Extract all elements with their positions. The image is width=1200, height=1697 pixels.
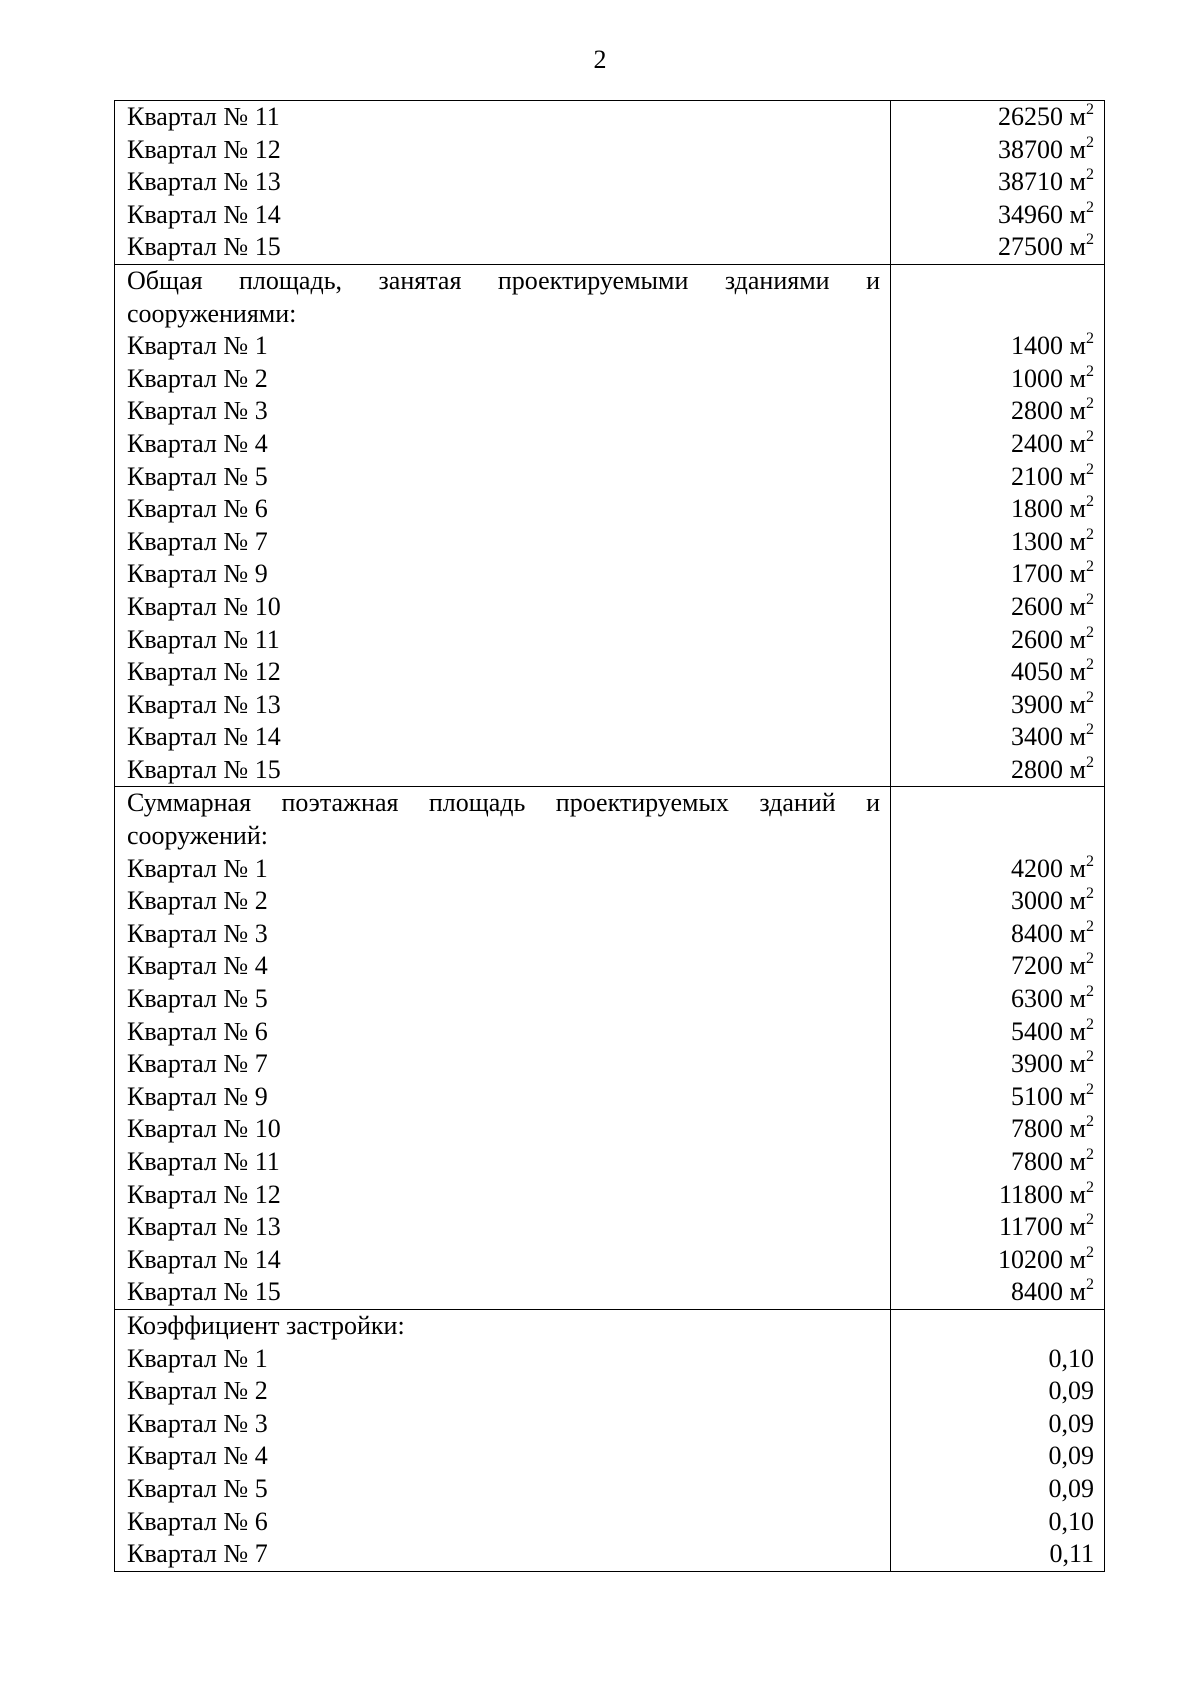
row-label: Квартал № 14 bbox=[127, 1244, 281, 1274]
row-label: Квартал № 15 bbox=[127, 754, 281, 784]
value-number: 2100 bbox=[1011, 461, 1064, 491]
value-number: 11700 bbox=[999, 1212, 1064, 1242]
unit: м bbox=[1069, 689, 1086, 719]
row-value bbox=[891, 461, 1104, 494]
unit: м bbox=[1069, 1212, 1086, 1242]
table-section-floor-area bbox=[115, 787, 1105, 1310]
unit: м bbox=[1069, 461, 1086, 491]
row-value bbox=[891, 983, 1104, 1016]
unit-power: 2 bbox=[1086, 950, 1094, 968]
row-label: Квартал № 7 bbox=[127, 1049, 268, 1079]
unit: м bbox=[1069, 1147, 1086, 1176]
value-number: 7800 bbox=[1011, 1114, 1064, 1144]
section-heading: Коэффициент застройки: bbox=[127, 1310, 405, 1340]
row-label: Квартал № 1 bbox=[127, 1343, 268, 1373]
row-label: Квартал № 2 bbox=[127, 363, 268, 393]
value-number: 3400 bbox=[1011, 722, 1064, 752]
unit-power: 2 bbox=[1086, 427, 1094, 445]
row-label: Квартал № 4 bbox=[127, 1441, 268, 1471]
blank-line bbox=[891, 787, 1104, 820]
unit: м bbox=[1069, 232, 1086, 262]
row-label: Квартал № 1 bbox=[127, 331, 268, 361]
labels-cell bbox=[115, 101, 891, 265]
row-value bbox=[891, 231, 1104, 264]
value-number: 2800 bbox=[1011, 396, 1064, 426]
unit-power: 2 bbox=[1086, 493, 1094, 511]
unit: м bbox=[1069, 624, 1086, 654]
unit-power: 2 bbox=[1086, 983, 1094, 1001]
blank-line bbox=[891, 820, 1104, 853]
row-label: Квартал № 11 bbox=[127, 102, 280, 131]
unit-power: 2 bbox=[1086, 558, 1094, 576]
row-value bbox=[891, 885, 1104, 918]
row-label: Квартал № 14 bbox=[127, 722, 281, 752]
row-label: Квартал № 14 bbox=[127, 199, 281, 229]
unit-power: 2 bbox=[1086, 1113, 1094, 1131]
unit: м bbox=[1069, 1081, 1086, 1111]
unit-power: 2 bbox=[1086, 395, 1094, 413]
unit-power: 2 bbox=[1086, 1048, 1094, 1066]
row-label: Квартал № 6 bbox=[127, 494, 268, 524]
unit: м bbox=[1069, 331, 1086, 361]
row-value bbox=[891, 721, 1104, 754]
value-number: 38710 bbox=[998, 167, 1064, 197]
value-number: 2600 bbox=[1011, 624, 1064, 654]
section-heading-continuation: сооружениями: bbox=[127, 298, 297, 328]
row-label: Квартал № 4 bbox=[127, 951, 268, 981]
unit-power: 2 bbox=[1086, 1276, 1094, 1294]
row-label: Квартал № 5 bbox=[127, 461, 268, 491]
row-value bbox=[891, 395, 1104, 428]
row-value bbox=[891, 918, 1104, 951]
row-value: 0,09 bbox=[1048, 1473, 1094, 1503]
unit-power: 2 bbox=[1086, 1080, 1094, 1098]
row-label: Квартал № 6 bbox=[127, 1016, 268, 1046]
unit-power: 2 bbox=[1086, 623, 1094, 641]
unit: м bbox=[1069, 396, 1086, 426]
value-number: 1400 bbox=[1011, 331, 1064, 361]
unit-power: 2 bbox=[1086, 231, 1094, 249]
value-number: 7200 bbox=[1011, 951, 1064, 981]
unit-power: 2 bbox=[1086, 1146, 1094, 1163]
row-value bbox=[891, 166, 1104, 199]
row-label: Квартал № 11 bbox=[127, 1147, 280, 1176]
row-value bbox=[891, 1048, 1104, 1081]
row-value bbox=[891, 134, 1104, 167]
unit: м bbox=[1069, 1179, 1086, 1209]
value-number: 2600 bbox=[1011, 591, 1064, 621]
row-value bbox=[891, 101, 1104, 134]
row-label: Квартал № 13 bbox=[127, 689, 281, 719]
row-label: Квартал № 15 bbox=[127, 232, 281, 262]
row-label: Квартал № 11 bbox=[127, 624, 280, 654]
row-label: Квартал № 5 bbox=[127, 984, 268, 1014]
page-number: 2 bbox=[593, 45, 607, 74]
row-label: Квартал № 3 bbox=[127, 1408, 268, 1438]
row-label: Квартал № 10 bbox=[127, 591, 281, 621]
value-number: 11800 bbox=[999, 1179, 1064, 1209]
row-value bbox=[891, 330, 1104, 363]
row-value bbox=[891, 853, 1104, 886]
row-value bbox=[891, 363, 1104, 396]
row-value bbox=[891, 428, 1104, 461]
unit-power: 2 bbox=[1086, 753, 1094, 771]
value-number: 5100 bbox=[1011, 1081, 1064, 1111]
unit: м bbox=[1069, 1277, 1086, 1307]
value-number: 8400 bbox=[1011, 1277, 1064, 1307]
row-value bbox=[891, 950, 1104, 983]
row-label: Квартал № 4 bbox=[127, 428, 268, 458]
row-label: Квартал № 10 bbox=[127, 1114, 281, 1144]
unit-power: 2 bbox=[1086, 852, 1094, 870]
row-label: Квартал № 13 bbox=[127, 1212, 281, 1242]
row-label: Квартал № 6 bbox=[127, 1506, 268, 1536]
values-cell bbox=[891, 101, 1105, 265]
values-cell bbox=[891, 787, 1105, 1310]
section-heading: Суммарная поэтажная площадь проектируемых зданий и bbox=[127, 788, 880, 818]
row-label: Квартал № 15 bbox=[127, 1277, 281, 1307]
table-section-building-coefficient bbox=[115, 1309, 1105, 1571]
unit: м bbox=[1069, 363, 1086, 393]
unit-power: 2 bbox=[1086, 166, 1094, 184]
unit-power: 2 bbox=[1086, 362, 1094, 380]
row-value: 0,09 bbox=[1048, 1441, 1094, 1471]
row-label: Квартал № 13 bbox=[127, 167, 281, 197]
row-label: Квартал № 9 bbox=[127, 1081, 268, 1111]
unit: м bbox=[1069, 167, 1086, 197]
row-label: Квартал № 3 bbox=[127, 396, 268, 426]
value-number: 4050 bbox=[1011, 657, 1064, 687]
row-value bbox=[891, 526, 1104, 559]
value-number: 2400 bbox=[1011, 428, 1064, 458]
row-value: 0,11 bbox=[1049, 1539, 1094, 1569]
labels-cell bbox=[115, 264, 891, 787]
table-section-building-footprint bbox=[115, 264, 1105, 787]
row-label: Квартал № 2 bbox=[127, 886, 268, 916]
unit-power: 2 bbox=[1086, 656, 1094, 674]
section-heading-continuation: сооружений: bbox=[127, 821, 268, 851]
unit: м bbox=[1069, 591, 1086, 621]
values-cell bbox=[891, 264, 1105, 787]
value-number: 38700 bbox=[998, 134, 1064, 164]
value-number: 5400 bbox=[1011, 1016, 1064, 1046]
value-number: 1000 bbox=[1011, 363, 1064, 393]
value-number: 3900 bbox=[1011, 689, 1064, 719]
value-number: 3000 bbox=[1011, 886, 1064, 916]
row-value bbox=[891, 1211, 1104, 1244]
row-label: Квартал № 7 bbox=[127, 1539, 268, 1569]
unit: м bbox=[1069, 199, 1086, 229]
unit: м bbox=[1069, 754, 1086, 784]
row-value bbox=[891, 1081, 1104, 1114]
row-label: Квартал № 3 bbox=[127, 918, 268, 948]
value-number: 6300 bbox=[1011, 984, 1064, 1014]
value-number: 7800 bbox=[1011, 1147, 1064, 1176]
value-number: 10200 bbox=[998, 1244, 1064, 1274]
unit: м bbox=[1069, 918, 1086, 948]
row-value: 0,09 bbox=[1048, 1376, 1094, 1406]
unit-power: 2 bbox=[1086, 1015, 1094, 1033]
row-value: 0,10 bbox=[1048, 1343, 1094, 1373]
row-value bbox=[891, 624, 1104, 657]
row-label: Квартал № 12 bbox=[127, 657, 281, 687]
labels-cell bbox=[115, 787, 891, 1310]
unit-power: 2 bbox=[1086, 330, 1094, 348]
unit: м bbox=[1069, 1244, 1086, 1274]
row-value bbox=[891, 1244, 1104, 1277]
row-label: Квартал № 5 bbox=[127, 1473, 268, 1503]
row-value bbox=[891, 1146, 1104, 1179]
row-value: 0,09 bbox=[1048, 1408, 1094, 1438]
unit-power: 2 bbox=[1086, 590, 1094, 608]
row-value bbox=[891, 754, 1104, 787]
value-number: 1800 bbox=[1011, 494, 1064, 524]
unit: м bbox=[1069, 984, 1086, 1014]
unit: м bbox=[1069, 102, 1086, 131]
row-value bbox=[891, 493, 1104, 526]
value-number: 2800 bbox=[1011, 754, 1064, 784]
unit-power: 2 bbox=[1086, 101, 1094, 118]
unit: м bbox=[1069, 494, 1086, 524]
unit-power: 2 bbox=[1086, 885, 1094, 903]
value-number: 26250 bbox=[998, 102, 1064, 131]
row-label: Квартал № 2 bbox=[127, 1376, 268, 1406]
row-label: Квартал № 9 bbox=[127, 559, 268, 589]
blank-line bbox=[891, 298, 1104, 331]
unit: м bbox=[1069, 1114, 1086, 1144]
row-value: 0,10 bbox=[1048, 1506, 1094, 1536]
unit: м bbox=[1069, 428, 1086, 458]
unit: м bbox=[1069, 134, 1086, 164]
unit: м bbox=[1069, 657, 1086, 687]
row-value bbox=[891, 1016, 1104, 1049]
value-number: 4200 bbox=[1011, 853, 1064, 883]
value-number: 1700 bbox=[1011, 559, 1064, 589]
unit-power: 2 bbox=[1086, 133, 1094, 151]
row-value bbox=[891, 656, 1104, 689]
labels-cell bbox=[115, 1309, 891, 1571]
row-label: Квартал № 12 bbox=[127, 1179, 281, 1209]
unit: м bbox=[1069, 722, 1086, 752]
row-value bbox=[891, 199, 1104, 232]
unit-power: 2 bbox=[1086, 917, 1094, 935]
unit: м bbox=[1069, 559, 1086, 589]
unit: м bbox=[1069, 526, 1086, 556]
unit-power: 2 bbox=[1086, 1243, 1094, 1261]
unit-power: 2 bbox=[1086, 1178, 1094, 1196]
unit: м bbox=[1069, 951, 1086, 981]
unit: м bbox=[1069, 1016, 1086, 1046]
row-value bbox=[891, 1179, 1104, 1212]
row-value bbox=[891, 689, 1104, 722]
unit-power: 2 bbox=[1086, 525, 1094, 543]
value-number: 8400 bbox=[1011, 918, 1064, 948]
unit-power: 2 bbox=[1086, 198, 1094, 216]
value-number: 1300 bbox=[1011, 526, 1064, 556]
row-value bbox=[891, 591, 1104, 624]
section-heading: Общая площадь, занятая проектируемыми зданиями и bbox=[127, 265, 880, 295]
row-label: Квартал № 7 bbox=[127, 526, 268, 556]
table-section-site-areas bbox=[115, 101, 1105, 265]
unit: м bbox=[1069, 886, 1086, 916]
unit-power: 2 bbox=[1086, 460, 1094, 478]
unit-power: 2 bbox=[1086, 688, 1094, 706]
value-number: 3900 bbox=[1011, 1049, 1064, 1079]
value-number: 27500 bbox=[998, 232, 1064, 262]
value-number: 34960 bbox=[998, 199, 1064, 229]
row-value bbox=[891, 1113, 1104, 1146]
blank-line bbox=[891, 1310, 1104, 1343]
unit-power: 2 bbox=[1086, 721, 1094, 739]
unit: м bbox=[1069, 853, 1086, 883]
indicators-table bbox=[114, 100, 1105, 1572]
values-cell bbox=[891, 1309, 1105, 1571]
row-label: Квартал № 12 bbox=[127, 134, 281, 164]
unit: м bbox=[1069, 1049, 1086, 1079]
row-label: Квартал № 1 bbox=[127, 853, 268, 883]
row-value bbox=[891, 1276, 1104, 1309]
blank-line bbox=[891, 265, 1104, 298]
row-value bbox=[891, 558, 1104, 591]
unit-power: 2 bbox=[1086, 1211, 1094, 1229]
